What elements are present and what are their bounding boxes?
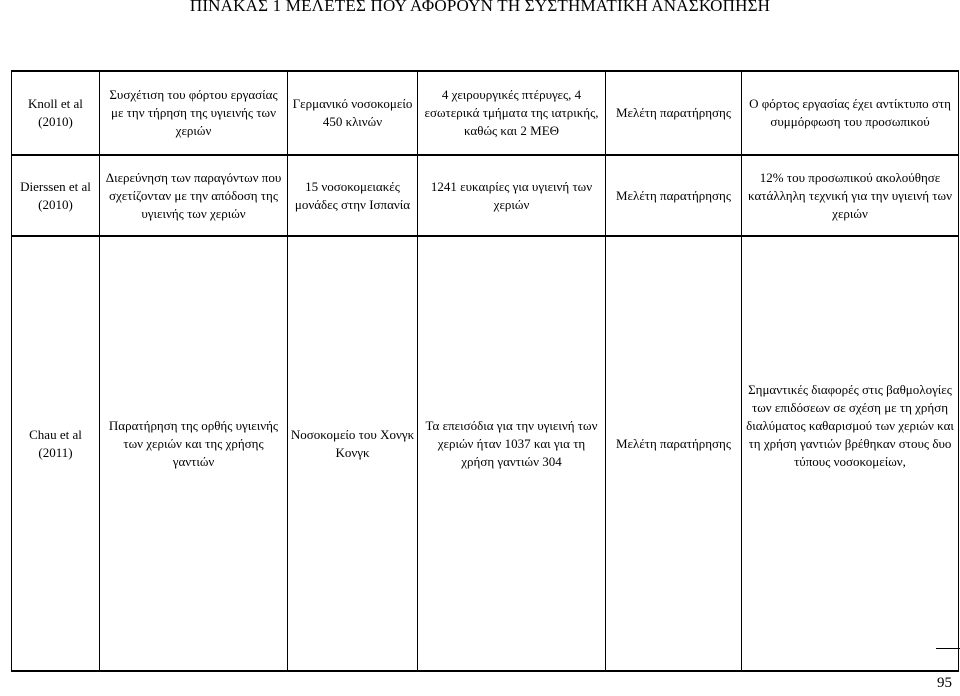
result-cell: Ο φόρτος εργασίας έχει αντίκτυπο στη συμμόρφωση του προσωπικού [742, 71, 959, 155]
setting-cell: Γερμανικό νοσοκομείο 450 κλινών [288, 71, 418, 155]
aim-cell: Συσχέτιση του φόρτου εργασίας με την τήρηση της υγιεινής των χεριών [100, 71, 288, 155]
table-row [12, 71, 959, 155]
setting-cell: 15 νοσοκομειακές μονάδες στην Ισπανία [288, 155, 418, 236]
author-cell: Chau et al (2011) [12, 236, 100, 671]
design-cell: Μελέτη παρατήρησης [606, 236, 742, 671]
aim-cell: Παρατήρηση της ορθής υγιεινής των χεριών και της χρήσης γαντιών [100, 236, 288, 671]
sample-cell: 4 χειρουργικές πτέρυγες, 4 εσωτερικά τμήματα της ιατρικής, καθώς και 2 ΜΕΘ [418, 71, 606, 155]
design-cell: Μελέτη παρατήρησης [606, 71, 742, 155]
table-row [12, 236, 959, 671]
design-cell: Μελέτη παρατήρησης [606, 155, 742, 236]
studies-table [11, 70, 959, 672]
result-cell: 12% του προσωπικού ακολούθησε κατάλληλη τεχνική για την υγιεινή των χεριών [742, 155, 959, 236]
divider-line [936, 648, 960, 649]
aim-cell: Διερεύνηση των παραγόντων που σχετίζονταν με την απόδοση της υγιεινής των χεριών [100, 155, 288, 236]
sample-cell: 1241 ευκαιρίες για υγιεινή των χεριών [418, 155, 606, 236]
page-title: ΠΙΝΑΚΑΣ 1 ΜΕΛΕΤΕΣ ΠΟΥ ΑΦΟΡΟΥΝ ΤΗ ΣΥΣΤΗΜΑΤΙΚΗ ΑΝΑΣΚΟΠΗΣΗ [189, 0, 771, 15]
sample-cell: Τα επεισόδια για την υγιεινή των χεριών ήταν 1037 και για τη χρήση γαντιών 304 [418, 236, 606, 671]
author-cell: Dierssen et al (2010) [12, 155, 100, 236]
result-cell: Σημαντικές διαφορές στις βαθμολογίες των επιδόσεων σε σχέση με τη χρήση διαλύματος καθαρισμού των χεριών και τη χρήση γαντιών βρέθηκαν στους δυο τύπους νοσοκομείων, [742, 236, 959, 671]
table-row [12, 155, 959, 236]
author-cell: Knoll et al (2010) [12, 71, 100, 155]
setting-cell: Νοσοκομείο του Χονγκ Κονγκ [288, 236, 418, 671]
page-number: 95 [937, 675, 952, 691]
